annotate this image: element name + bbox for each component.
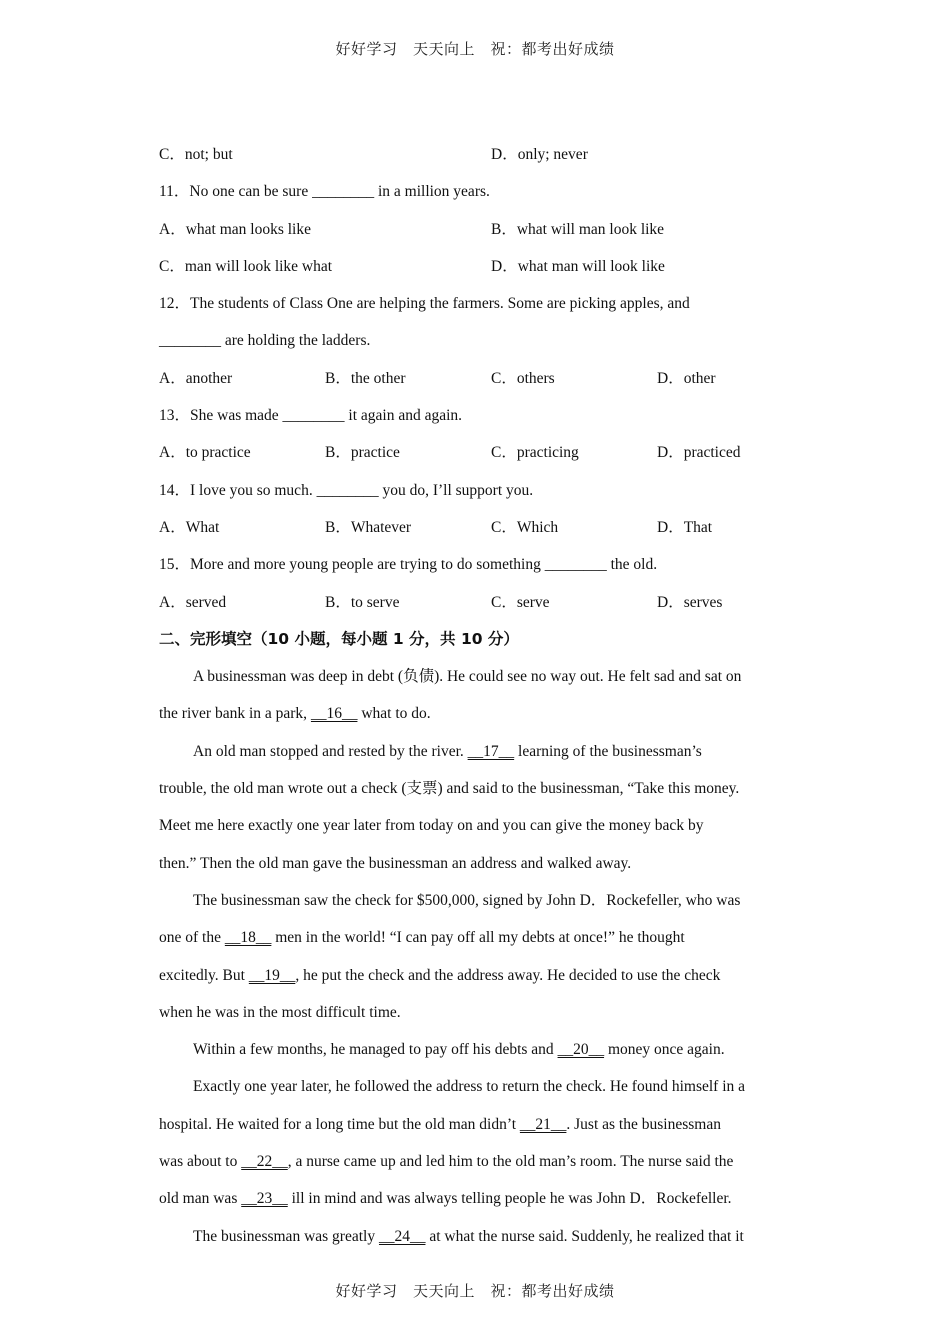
passage-p5-line3 <box>159 1143 794 1180</box>
passage-p5-line1: Exactly one year later, he followed the address to return the check. He found himself in a <box>193 1078 746 1096</box>
passage-text: Within a few months, he managed to pay off his debts and <box>193 1041 558 1059</box>
passage-p2-line4: then.” Then the old man gave the businessman an address and walked away. <box>159 854 632 872</box>
passage-text: An old man stopped and rested by the river. <box>193 742 468 760</box>
q14-option-c: C．Which <box>491 518 559 536</box>
q13-option-d: D．practiced <box>657 444 741 462</box>
passage-text: learning of the businessman’s <box>514 742 702 760</box>
q12-stem-line1: 12．The students of Class One are helping the farmers. Some are picking apples, and <box>159 295 690 313</box>
blank-18: __18__ <box>224 929 272 947</box>
blank-19: __19__ <box>248 966 296 984</box>
passage-p3-line4: when he was in the most difficult time. <box>159 1003 401 1021</box>
q12-stem-line2: ________ are holding the ladders. <box>159 332 371 350</box>
q11-option-c: C．man will look like what <box>159 257 333 275</box>
q10-option-d: D．only; never <box>491 146 588 163</box>
passage-text: at what the nurse said. Suddenly, he realized that it <box>425 1227 744 1245</box>
q15-stem: 15．More and more young people are trying to do something ________ the old. <box>159 556 658 574</box>
passage-p2-line2: trouble, the old man wrote out a check (支票) and said to the businessman, “Take this money. <box>159 780 740 798</box>
q11-stem: 11．No one can be sure ________ in a million years. <box>159 183 490 201</box>
passage-p4-line1 <box>159 1031 794 1068</box>
q12-option-b: B．the other <box>325 369 406 387</box>
passage-p3-line3 <box>159 957 794 994</box>
q15-option-a: A．served <box>159 593 227 611</box>
q12-option-a: A．another <box>159 369 233 387</box>
passage-p2-line3: Meet me here exactly one year later from today on and you can give the money back by <box>159 817 704 835</box>
passage-p6-line1 <box>159 1218 794 1255</box>
passage-text: one of the <box>159 929 225 947</box>
passage-text: what to do. <box>357 705 431 723</box>
q10-options <box>159 136 794 173</box>
q11-option-b: B．what will man look like <box>491 220 665 238</box>
passage-p3-line2 <box>159 919 794 956</box>
q15-option-d: D．serves <box>657 593 723 611</box>
passage-text: , he put the check and the address away. He decided to use the check <box>295 966 721 984</box>
q10-option-c: C．not; but <box>159 146 233 163</box>
passage-text: The businessman was greatly <box>193 1227 379 1245</box>
q14-option-d: D．That <box>657 518 713 536</box>
passage-text: hospital. He waited for a long time but the old man didn’t <box>159 1115 520 1133</box>
q11-option-d: D．what man will look like <box>491 257 665 275</box>
passage-text: . Just as the businessman <box>566 1115 721 1133</box>
q13-option-a: A．to practice <box>159 444 251 462</box>
passage-p1-line1: A businessman was deep in debt (负债). He could see no way out. He felt sad and sat on <box>193 668 742 686</box>
q15-option-b: B．to serve <box>325 593 400 611</box>
passage-text: old man was <box>159 1190 242 1208</box>
q13-options <box>159 434 794 471</box>
passage-text: ill in mind and was always telling people he was John D．Rockefeller. <box>287 1190 732 1208</box>
passage-p5-line4 <box>159 1180 794 1217</box>
q11-option-a: A．what man looks like <box>159 220 311 238</box>
q15-option-c: C．serve <box>491 593 550 611</box>
q14-option-a: A．What <box>159 518 220 536</box>
passage-p2-line1 <box>159 733 794 770</box>
q12-options <box>159 360 794 397</box>
passage-p5-line2 <box>159 1106 794 1143</box>
page-header: 好好学习 天天向上 祝：都考出好成绩 <box>335 40 615 58</box>
q15-options <box>159 584 794 621</box>
passage-text: the river bank in a park, <box>159 705 311 723</box>
blank-20: __20__ <box>557 1041 605 1059</box>
blank-24: __24__ <box>378 1227 426 1245</box>
blank-21: __21__ <box>519 1115 567 1133</box>
passage-p3-line1: The businessman saw the check for $500,000, signed by John D．Rockefeller, who was <box>193 891 741 909</box>
passage-text: excitedly. But <box>159 966 249 984</box>
q14-option-b: B．Whatever <box>325 518 412 536</box>
q13-stem: 13．She was made ________ it again and again. <box>159 407 463 425</box>
blank-17: __17__ <box>467 742 515 760</box>
passage-text: was about to <box>159 1153 242 1171</box>
q14-options <box>159 509 794 546</box>
q14-stem: 14．I love you so much. ________ you do, I’ll support you. <box>159 481 534 499</box>
passage-text: men in the world! “I can pay off all my debts at once!” he thought <box>271 929 685 947</box>
blank-16: __16__ <box>310 705 358 723</box>
q11-options-row2 <box>159 248 794 285</box>
q12-option-d: D．other <box>657 369 716 387</box>
q11-options-row1 <box>159 211 794 248</box>
page-footer: 好好学习 天天向上 祝：都考出好成绩 <box>335 1282 615 1300</box>
blank-23: __23__ <box>241 1190 288 1208</box>
q12-option-c: C．others <box>491 369 555 387</box>
q13-option-c: C．practicing <box>491 444 579 462</box>
exam-content <box>159 136 794 1255</box>
section-title: 二、完形填空（10 小题，每小题 1 分，共 10 分） <box>159 629 519 648</box>
q13-option-b: B．practice <box>325 444 400 462</box>
passage-text: money once again. <box>604 1041 725 1059</box>
passage-text: , a nurse came up and led him to the old man’s room. The nurse said the <box>287 1153 734 1171</box>
passage-p1-line2 <box>159 695 794 732</box>
blank-22: __22__ <box>241 1153 288 1171</box>
